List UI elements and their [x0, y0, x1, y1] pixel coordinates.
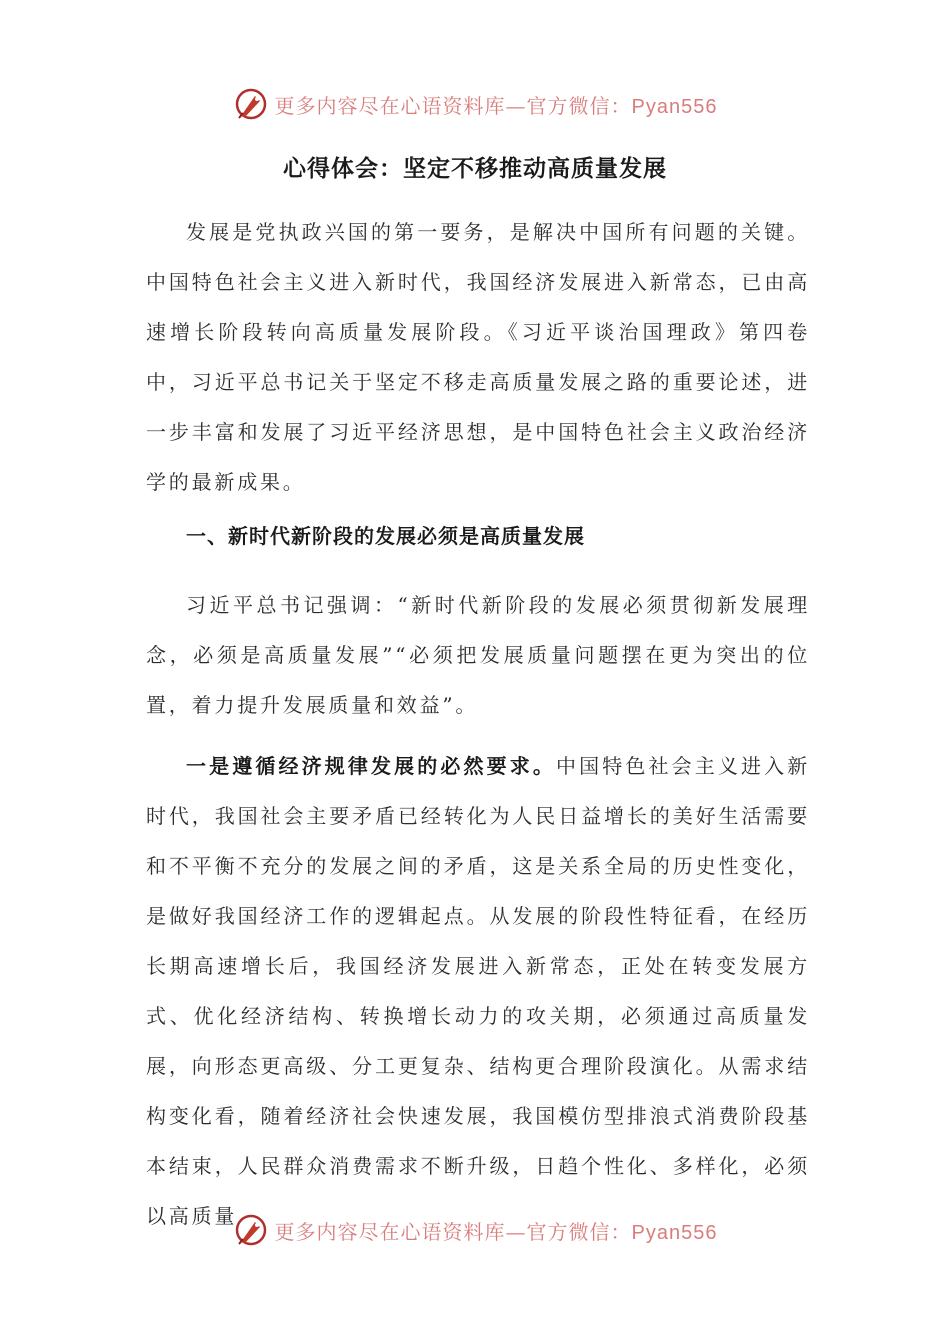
watermark-wechat-id: Pyan556	[631, 95, 718, 118]
watermark-wechat-id: Pyan556	[631, 1221, 718, 1244]
watermark-text-cn: 更多内容尽在心语资料库—官方微信：	[274, 1219, 632, 1244]
footer-watermark-banner	[0, 1208, 950, 1252]
watermark-text	[275, 90, 718, 119]
intro-paragraph: 发展是党执政兴国的第一要务，是解决中国所有问题的关键。中国特色社会主义进入新时代，我国经济发展进入新常态，已由高速增长阶段转向高质量发展阶段。《习近平谈治国理政》第四卷中，习近平总书记关于坚定不移走高质量发展之路的重要论述，进一步丰富和发展了习近平经济思想，是中国特色社会主义政治经济学的最新成果。	[146, 220, 810, 494]
pen-nib-logo-icon	[233, 1212, 269, 1248]
quote-paragraph: 习近平总书记强调：“新时代新阶段的发展必须贯彻新发展理念，必须是高质量发展”“必须把发展质量问题摆在更为突出的位置，着力提升发展质量和效益”。	[146, 593, 810, 717]
pen-nib-logo-icon	[233, 86, 269, 122]
point-one-lead: 一是遵循经济规律发展的必然要求。	[186, 754, 556, 778]
header-watermark-banner	[0, 82, 950, 126]
point-one-paragraph	[146, 741, 810, 1241]
section-heading: 一、新时代新阶段的发展必须是高质量发展	[186, 524, 585, 548]
watermark-text	[275, 1216, 718, 1245]
point-one-body: 中国特色社会主义进入新时代，我国社会主要矛盾已经转化为人民日益增长的美好生活需要和不平衡不充分的发展之间的矛盾，这是关系全局的历史性变化，是做好我国经济工作的逻辑起点。从发展的阶段性特征看，在经历长期高速增长后，我国经济发展进入新常态，正处在转变发展方式、优化经济结构、转换增长动力的攻关期，必须通过高质量发展，向形态更高级、分工更复杂、结构更合理阶段演化。从需求结构变化看，随着经济社会快速发展，我国模仿型排浪式消费阶段基本结束，人民群众消费需求不断升级，日趋个性化、多样化，必须以高质量	[146, 754, 810, 1228]
document-title: 心得体会：坚定不移推动高质量发展	[283, 155, 667, 182]
watermark-text-cn: 更多内容尽在心语资料库—官方微信：	[274, 93, 632, 118]
